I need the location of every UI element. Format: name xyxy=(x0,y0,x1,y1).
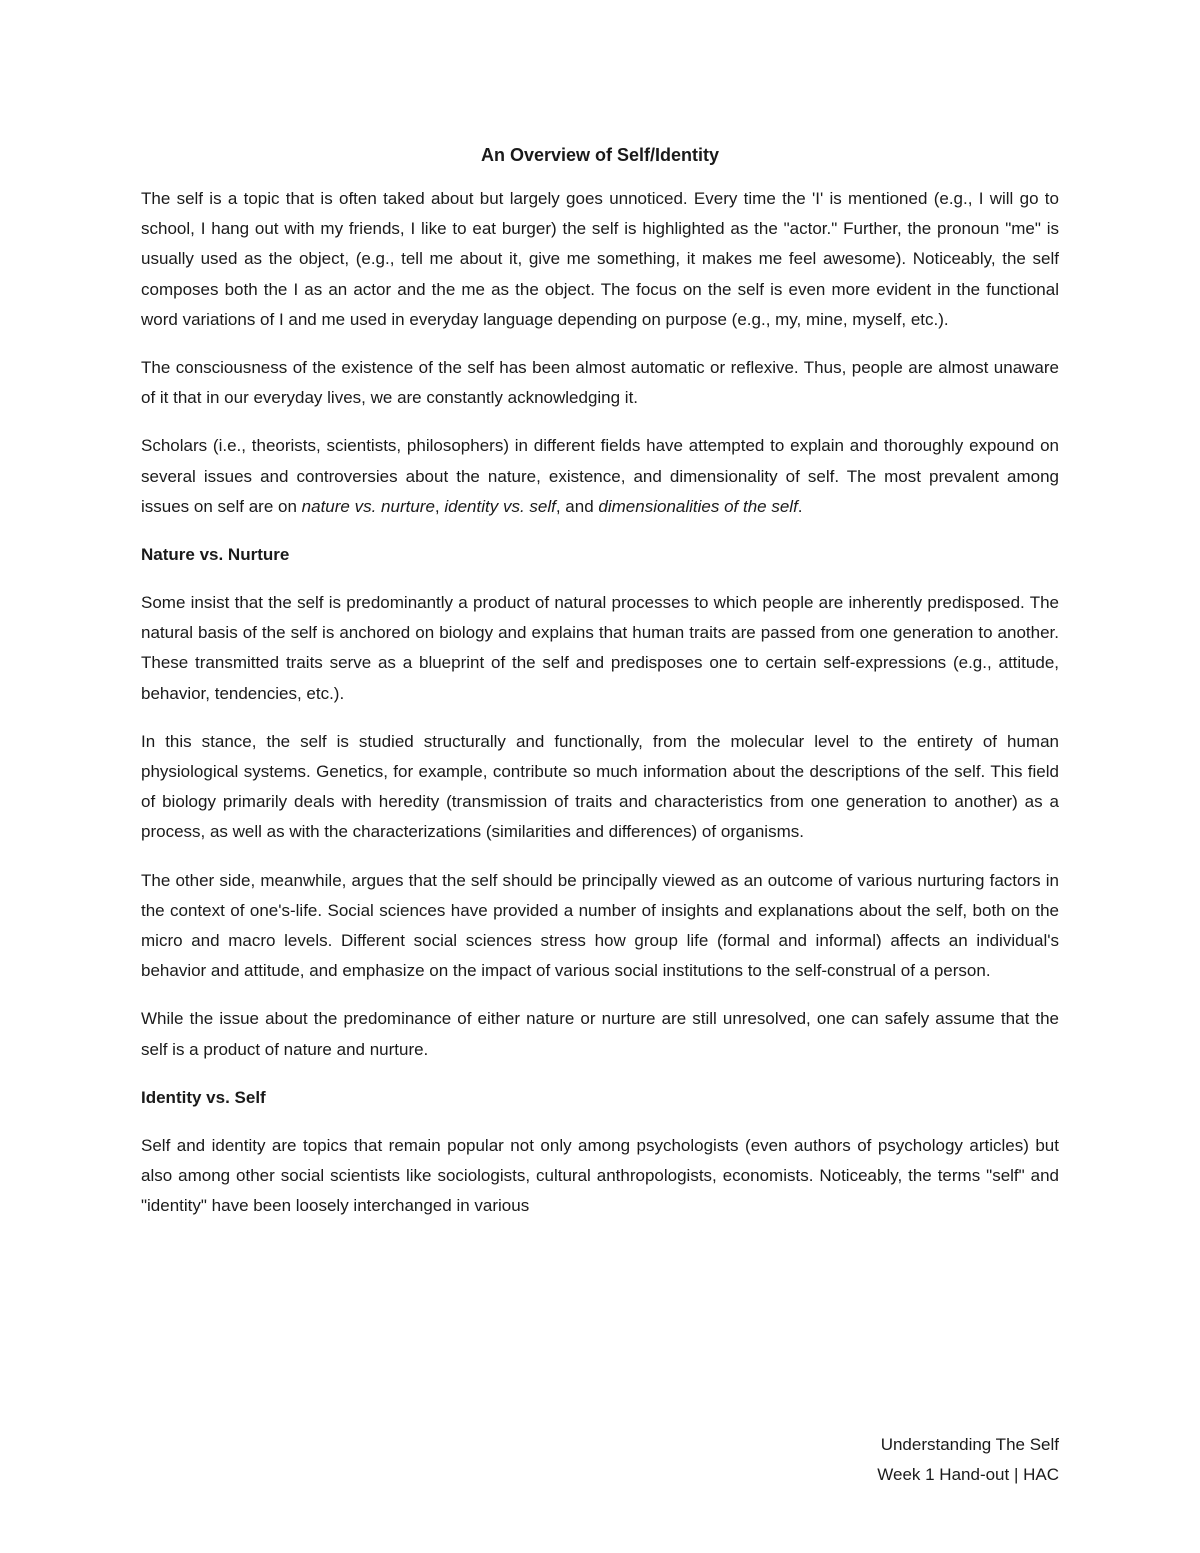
footer-handout: Week 1 Hand-out | HAC xyxy=(877,1465,1059,1484)
page-footer xyxy=(877,1430,1059,1490)
heading-identity-self: Identity vs. Self xyxy=(141,1087,266,1107)
paragraph-intro: The self is a topic that is often taked about but largely goes unnoticed. Every time the 'I' is mentioned (e.g., I will go to school, I hang out with my friends, I like to eat burger) the self is highlighted as the "actor." Further, the pronoun "me" is usually used as the object, (e.g., tell me about it, give me something, it makes me feel awesome). Noticeably, the self composes both the I as an actor and the me as the object. The focus on the self is even more evident in the functional word variations of I and me used in everyday language depending on purpose (e.g., my, mine, myself, etc.). xyxy=(141,189,1059,329)
paragraph-nurture: The other side, meanwhile, argues that the self should be principally viewed as an outcome of various nurturing factors in the context of one's-life. Social sciences have provided a number of insights and explanations about the self, both on the micro and macro levels. Different social sciences stress how group life (formal and informal) affects an individual's behavior and attitude, and emphasize on the impact of various social institutions to the self-construal of a person. xyxy=(141,870,1059,981)
paragraph-resolution: While the issue about the predominance of either nature or nurture are still unresolved, one can safely assume that the self is a product of nature and nurture. xyxy=(141,1009,1059,1059)
footer-course: Understanding The Self xyxy=(880,1435,1059,1454)
separator-2: , and xyxy=(555,496,599,516)
scholars-text: Scholars (i.e., theorists, scientists, philosophers) in different fields have attempted to explain and thoroughly expound on several issues and controversies about the nature, existence, and dimensionality of self. The most prevalent among issues on self are on xyxy=(141,436,1059,516)
paragraph-consciousness: The consciousness of the existence of the self has been almost automatic or reflexive. Thus, people are almost unaware of it that in our everyday lives, we are constantly acknowledging it. xyxy=(141,358,1059,408)
document-body xyxy=(141,140,1059,1221)
paragraph-identity: Self and identity are topics that remain popular not only among psychologists (even authors of psychology articles) but also among other social scientists like sociologists, cultural anthropologists, economists. Noticeably, the terms "self" and "identity" have been loosely interchanged in various xyxy=(141,1135,1059,1216)
heading-nature-nurture: Nature vs. Nurture xyxy=(141,545,290,565)
emphasis-identity-self: identity vs. self xyxy=(444,496,556,516)
page-title: An Overview of Self/Identity xyxy=(480,145,720,165)
paragraph-nature: Some insist that the self is predominantly a product of natural processes to which people are inherently predisposed. The natural basis of the self is anchored on biology and explains that human traits are passed from one generation to another. These transmitted traits serve as a blueprint of the self and predisposes one to certain self-expressions (e.g., attitude, behavior, tendencies, etc.). xyxy=(141,593,1059,703)
emphasis-nature-nurture: nature vs. nurture xyxy=(301,496,435,516)
paragraph-scholars xyxy=(141,431,1059,522)
separator-1: , xyxy=(434,496,445,516)
scholars-end: . xyxy=(797,496,803,516)
emphasis-dimensionalities: dimensionalities of the self xyxy=(598,496,798,516)
paragraph-stance: In this stance, the self is studied structurally and functionally, from the molecular level to the entirety of human physiological systems. Genetics, for example, contribute so much information about the descriptions of the self. This field of biology primarily deals with heredity (transmission of traits and characteristics from one generation to another) as a process, as well as with the characterizations (similarities and differences) of organisms. xyxy=(141,731,1059,842)
